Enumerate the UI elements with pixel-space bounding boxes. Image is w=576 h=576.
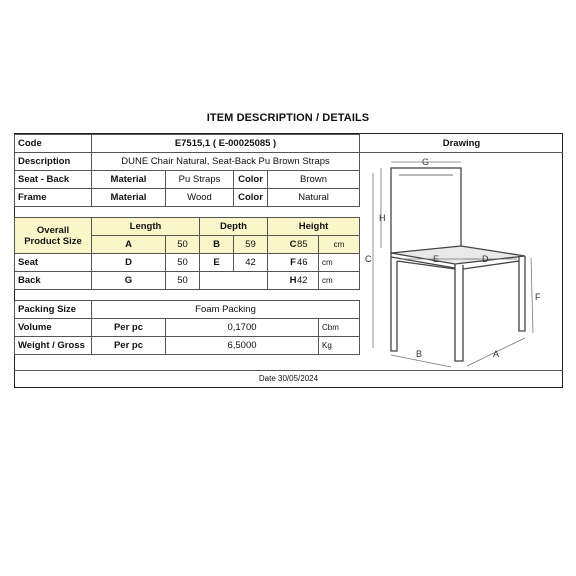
chair-seat (391, 246, 525, 264)
spec-table (14, 134, 360, 355)
packing-row (15, 301, 360, 319)
back-length: 50 (166, 272, 200, 290)
frame-material: Wood (166, 189, 234, 207)
weight-value: 6,5000 (166, 337, 319, 355)
seat-label: Seat (15, 254, 92, 272)
overall-depth: 59 (234, 236, 268, 254)
back-row (15, 272, 360, 290)
packing-value: Foam Packing (92, 301, 360, 319)
drawing-label-c: C (365, 254, 372, 264)
chair-leg-front-right (519, 256, 525, 331)
frame-color: Natural (268, 189, 360, 207)
weight-row (15, 337, 360, 355)
drawing-label-g: G (422, 157, 430, 167)
seat-back-material: Pu Straps (166, 171, 234, 189)
drawing-label-d: D (482, 254, 489, 264)
date-footer: Date 30/05/2024 (14, 370, 563, 387)
chair-outline (391, 168, 525, 361)
chair-leg-front-left (455, 264, 463, 361)
back-label: Back (15, 272, 92, 290)
seat-depth-letter: E (200, 254, 234, 272)
weight-per: Per pc (92, 337, 166, 355)
back-length-letter: G (92, 272, 166, 290)
drawing-header: Drawing (359, 134, 563, 153)
back-depth-empty (200, 272, 268, 290)
weight-unit: Kg (319, 337, 360, 355)
seat-row (15, 254, 360, 272)
volume-per: Per pc (92, 319, 166, 337)
seat-depth: 42 (234, 254, 268, 272)
description-label: Description (15, 153, 92, 171)
page-title: ITEM DESCRIPTION / DETAILS (206, 112, 370, 124)
drawing-label-e: E (433, 254, 440, 264)
frame-material-label: Material (92, 189, 166, 207)
length-header: Length (92, 218, 200, 236)
overall-depth-letter: B (200, 236, 234, 254)
drawing-label-f: F (535, 292, 541, 302)
frame-row (15, 189, 360, 207)
seat-unit: cm (322, 258, 333, 267)
seat-height: 46 (297, 257, 308, 268)
drawing-label-b: B (416, 349, 423, 359)
dimension-header-row (15, 218, 360, 236)
description-row (15, 153, 360, 171)
depth-header: Depth (200, 218, 268, 236)
height-header: Height (268, 218, 360, 236)
seat-back-row (15, 171, 360, 189)
chair-leg-back-left (391, 253, 397, 351)
code-label: Code (15, 135, 92, 153)
back-height-letter: H (268, 272, 319, 290)
overall-length: 50 (166, 236, 200, 254)
back-height-value (297, 272, 360, 290)
back-unit: cm (322, 276, 333, 285)
code-value: E7515,1 ( E-00025085 ) (92, 135, 360, 153)
drawing-label-h: H (379, 213, 386, 223)
drawing-label-a: A (493, 349, 500, 359)
seat-height-value (297, 254, 360, 272)
overall-height: 85 (297, 239, 308, 250)
volume-unit: Cbm (319, 319, 360, 337)
frame-color-label: Color (234, 189, 268, 207)
seat-back-material-label: Material (92, 171, 166, 189)
back-height: 42 (297, 275, 308, 286)
overall-height-value (297, 236, 360, 254)
code-row (15, 135, 360, 153)
overall-size-label: Overall Product Size (15, 218, 92, 254)
description-value: DUNE Chair Natural, Seat-Back Pu Brown Straps (92, 153, 360, 171)
overall-unit: cm (333, 240, 345, 249)
seat-height-letter: F (268, 254, 319, 272)
seat-length: 50 (166, 254, 200, 272)
chair-drawing (359, 153, 563, 370)
volume-value: 0,1700 (166, 319, 319, 337)
chair-backrest (391, 168, 461, 253)
packing-label: Packing Size (15, 301, 92, 319)
frame-label: Frame (15, 189, 92, 207)
seat-back-color-label: Color (234, 171, 268, 189)
seat-back-label: Seat - Back (15, 171, 92, 189)
seat-length-letter: D (92, 254, 166, 272)
overall-length-letter: A (92, 236, 166, 254)
volume-label: Volume (15, 319, 92, 337)
weight-label: Weight / Gross (15, 337, 92, 355)
volume-row (15, 319, 360, 337)
seat-back-color: Brown (268, 171, 360, 189)
overall-height-letter: C (268, 236, 319, 254)
